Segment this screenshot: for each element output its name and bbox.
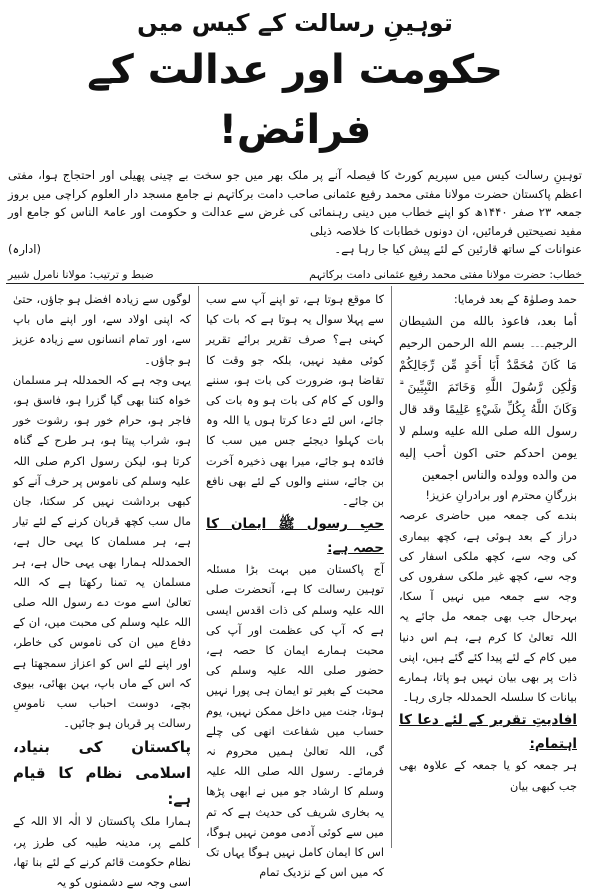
speaker-credit: خطاب: حضرت مولانا مفتی محمد رفیع عثمانی دامت برکاتہم — [309, 267, 582, 281]
section-heading: افادیتِ تقریر کے لئے دعا کا اہتمام: — [399, 712, 577, 753]
article-supertitle: توہینِ رسالت کے کیس میں — [137, 9, 453, 37]
paragraph: کا موقع ہوتا ہے، تو اپنے آپ سے سب سے پہلا سوال یہ ہوتا ہے کہ بات کیا کہنی ہے؟ صرف تقریر برائے تقریر کوئی مفید نہیں، بلکہ جو وقت کا تقاضا ہو، ضرورت کی بات ہو، سننے والوں کے کام کی بات ہو وہ بات کی جائے، اس لئے دعا کرتا ہوں یا اللہ وہ بات کہلوا دیجئے جس میں سب کا فائدہ ہو جائے، میرا بھی ذخیرہ آخرت بن جائے، سننے والوں کے لئے بھی نافع بن جائے۔ — [206, 292, 384, 508]
paragraph: ہمارا ملک پاکستان لا الٰہ الا اللہ کے کلمے پر، مدینہ طیبہ کی طرز پر، نظام حکومت قائم کرنے کے لئے بنا تھا، اسی وجہ سے دشمنوں کو یہ — [13, 815, 191, 890]
opening-line: حمد وصلوٰۃ کے بعد فرمایا: — [453, 292, 577, 306]
column-left — [6, 286, 199, 890]
magazine-page — [0, 6, 590, 890]
credits-row — [6, 265, 584, 284]
article-title: حکومت اور عدالت کے فرائض! — [87, 47, 503, 153]
paragraph: لوگوں سے زیادہ افضل ہو جاؤں، حتیٰ کہ اپنی اولاد سے، اور اپنے ماں باپ سے، اور تمام انسانوں سے زیادہ عزیز ہو جاؤں۔ — [13, 292, 191, 367]
address-line: بزرگانِ محترم اور برادرانِ عزیز! — [425, 489, 577, 503]
intro-last-text: عنوانات کے ساتھ قارئین کے لئے پیش کیا جا رہا ہے۔ — [334, 242, 582, 257]
paragraph: یہی وجہ ہے کہ الحمدللہ ہر مسلمان خواہ کتنا بھی گیا گزرا ہو، فاسق ہو، فاجر ہو، حرام خور ہو، رشوت خور ہو، شراب پیتا ہو، ہر طرح کے گناہ کرتا ہو، لیکن رسول اکرم صلی اللہ علیہ وسلم کی ناموس پر حرف آنے کو کبھی برداشت نہیں کر سکتا، جان مال سب کچھ قربان کرنے کے لئے تیار ہے، ہر مسلمان کا یہی حال ہے، الحمدللہ ہمارا بھی یہی حال ہے، ہر مسلمان یہ تمنا رکھتا ہے کہ اللہ تعالیٰ اسے موت دے رسول اللہ صلی اللہ علیہ وسلم کی محبت میں، ان کے دفاع میں ان کی ناموس کی خاطر، اور اپنے لئے اس کو اعزاز سمجھتا ہے کہ اس کے ماں باپ، بہن بھائی، بیوی بچے، دوست احباب سب ناموسِ رسالت پر قربان ہو جائیں۔ — [13, 373, 191, 731]
section-heading: پاکستان کی بنیاد، اسلامی نظام کا قیام ہے: — [13, 738, 191, 809]
intro-last-line — [6, 240, 584, 259]
intro-paragraph: توہینِ رسالت کیس میں سپریم کورٹ کا فیصلہ آنے پر ملک بھر میں جو سخت بے چینی پھیلی اور احتجاج ہوا، مفتی اعظم پاکستان حضرت مولانا مفتی محمد رفیع عثمانی صاحب دامت برکاتہم نے جامع مسجد دار العلوم کراچی میں بروز جمعہ ۲۳ صفر ۱۴۴۰ھ کو اپنے خطاب میں دینی رہنمائی کی غرض سے عدالت و حکومت اور عامۃ الناس کو جامع اور مفید نصیحتیں فرمائیں، ان دونوں خطابات کا خلاصہ ذیلی — [8, 168, 582, 238]
column-middle — [199, 286, 392, 880]
column-right — [392, 286, 584, 848]
article-columns — [6, 286, 584, 890]
arabic-quote: أما بعد، فاعوذ بالله من الشيطان الرجيم۔۔۔ بسم الله الرحمن الرحيم مَا كَانَ مُحَمَّدٌ أَبَا أَحَدٍ مِّن رِّجَالِكُمْ وَلَٰكِن رَّسُولَ اللَّهِ وَخَاتَمَ النَّبِيِّينَ ۗ وَكَانَ اللَّهُ بِكُلِّ شَيْءٍ عَلِيمًا وقد قال رسول الله صلى الله عليه وسلم لا يومن احدكم حتى اكون أحب إليه من والده وولده والناس اجمعين — [399, 314, 577, 483]
section-heading: حبِ رسول ﷺ ایمان کا حصہ ہے: — [206, 516, 384, 557]
compiler-credit: ضبط و ترتیب: مولانا نامرل شبیر — [8, 267, 154, 281]
paragraph: ہر جمعہ کو یا جمعہ کے علاوہ بھی جب کبھی بیان — [399, 759, 577, 793]
editor-signature: (ادارہ) — [8, 242, 42, 257]
paragraph: آج پاکستان میں بہت بڑا مسئلہ توہین رسالت کا ہے، آنحضرت صلی اللہ علیہ وسلم کی ذات اقدس ایسی ہے کہ آپ کی عظمت اور آپ کی محبت ہمارے ایمان کا حصہ ہے، حضور صلی اللہ علیہ وسلم کی محبت کے بغیر تو ایمان ہی پورا نہیں ہوتا، جنت میں داخل ممکن نہیں، یوم حساب میں شفاعت انھی کی چلے گی، اللہ تعالیٰ ہمیں محروم نہ فرمائے۔ رسول اللہ صلی اللہ علیہ وسلم کا ارشاد جو میں نے ابھی پڑھا یہ بخاری شریف کی حدیث ہے کہ تم میں سے کوئی آدمی مومن نہیں ہوگا، اس کا ایمان کامل نہیں ہوگا یہاں تک کہ میں اس کے نزدیک تمام — [206, 563, 384, 880]
paragraph: بندے کی جمعہ میں حاضری عرصہ دراز کے بعد ہوئی ہے، کچھ بیماری کی وجہ سے، کچھ ملکی اسفار کی وجہ سے، کچھ غیر ملکی سفروں کی وجہ سے جمعہ میں نہیں آ سکا، بہرحال جب بھی جمعہ مل جائے یہ اللہ تعالیٰ کا کرم ہے، ہم اس دنیا میں کام کے لئے پیدا کئے گئے ہیں، اپنی ذات پر بھی بیان نہیں ہو پاتا، ہمارے بیانات کا سلسلہ الحمدللہ جاری رہا۔ — [399, 509, 577, 705]
